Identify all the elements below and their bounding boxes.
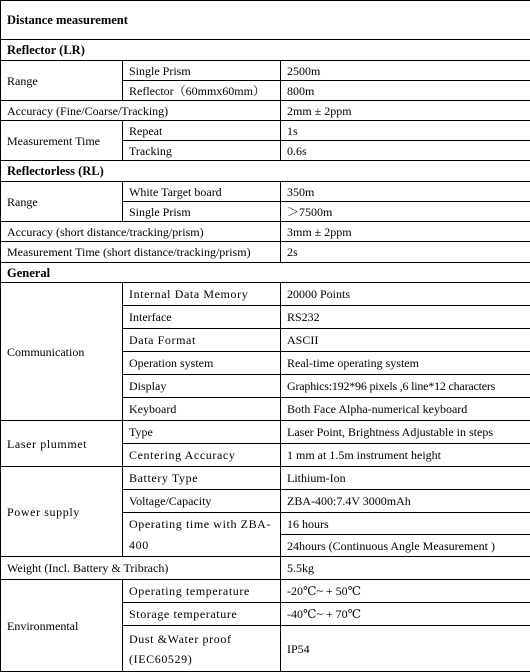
section-title: Distance measurement — [1, 1, 530, 40]
reflector-single-prism-value: 2500m — [281, 61, 530, 81]
reflectorless-measurement-time-value: 2s — [281, 242, 530, 263]
reflector-header: Reflector (LR) — [1, 40, 530, 61]
keyboard-label: Keyboard — [123, 398, 281, 421]
operating-temp-label: Operating temperature — [123, 580, 281, 603]
laser-plummet-label: Laser plummet — [1, 421, 123, 467]
table-row — [1, 61, 530, 81]
display-label: Display — [123, 375, 281, 398]
weight-value: 5.5kg — [281, 557, 530, 580]
operating-time-value-2: 24hours (Continuous Angle Measurement ) — [281, 535, 530, 557]
title-row — [1, 1, 530, 40]
table-row — [1, 283, 530, 306]
centering-accuracy-value: 1 mm at 1.5m instrument height — [281, 444, 530, 467]
internal-memory-label: Internal Data Memory — [123, 283, 281, 306]
table-row — [1, 121, 530, 141]
reflector-measurement-time-label: Measurement Time — [1, 121, 123, 161]
general-header: General — [1, 263, 530, 283]
reflectorless-measurement-time-label: Measurement Time (short distance/tracking/prism) — [1, 242, 281, 263]
reflectorless-accuracy-label: Accuracy (short distance/tracking/prism) — [1, 222, 281, 242]
reflectorless-header: Reflectorless (RL) — [1, 161, 530, 182]
data-format-value: ASCII — [281, 329, 530, 352]
table-row — [1, 182, 530, 202]
power-supply-label: Power supply — [1, 467, 123, 557]
storage-temp-value: -40℃~ + 70℃ — [281, 603, 530, 626]
interface-value: RS232 — [281, 306, 530, 329]
reflector-repeat-label: Repeat — [123, 121, 281, 141]
operating-time-value-1: 16 hours — [281, 513, 530, 535]
communication-label: Communication — [1, 283, 123, 421]
internal-memory-value: 20000 Points — [281, 283, 530, 306]
laser-type-label: Type — [123, 421, 281, 444]
reflector-accuracy-label: Accuracy (Fine/Coarse/Tracking) — [1, 101, 281, 121]
reflectorless-white-target-value: 350m — [281, 182, 530, 202]
centering-accuracy-label: Centering Accuracy — [123, 444, 281, 467]
battery-type-value: Lithium-Ion — [281, 467, 530, 490]
operating-time-label: Operating time with ZBA-400 — [123, 513, 281, 557]
table-row — [1, 101, 530, 121]
reflectorless-white-target-label: White Target board — [123, 182, 281, 202]
reflector-reflector-value: 800m — [281, 81, 530, 101]
reflectorless-single-prism-label: Single Prism — [123, 202, 281, 222]
reflector-reflector-label: Reflector（60mmx60mm） — [123, 81, 281, 101]
reflectorless-range-label: Range — [1, 182, 123, 222]
reflector-range-label: Range — [1, 61, 123, 101]
table-row — [1, 222, 530, 242]
voltage-value: ZBA-400:7.4V 3000mAh — [281, 490, 530, 513]
reflector-tracking-value: 0.6s — [281, 141, 530, 161]
general-header-row — [1, 263, 530, 283]
environmental-label: Environmental — [1, 580, 123, 672]
dust-water-value: IP54 — [281, 626, 530, 672]
reflector-single-prism-label: Single Prism — [123, 61, 281, 81]
dust-water-label: Dust &Water proof (IEC60529) — [123, 626, 281, 672]
interface-label: Interface — [123, 306, 281, 329]
reflector-header-row — [1, 40, 530, 61]
voltage-label: Voltage/Capacity — [123, 490, 281, 513]
reflectorless-accuracy-value: 3mm ± 2ppm — [281, 222, 530, 242]
storage-temp-label: Storage temperature — [123, 603, 281, 626]
os-value: Real-time operating system — [281, 352, 530, 375]
laser-type-value: Laser Point, Brightness Adjustable in steps — [281, 421, 530, 444]
table-row — [1, 421, 530, 444]
reflector-repeat-value: 1s — [281, 121, 530, 141]
table-row — [1, 580, 530, 603]
table-row — [1, 467, 530, 490]
battery-type-label: Battery Type — [123, 467, 281, 490]
display-value: Graphics:192*96 pixels ,6 line*12 characters — [281, 375, 530, 398]
reflectorless-single-prism-value: ＞7500m — [281, 202, 530, 222]
keyboard-value: Both Face Alpha-numerical keyboard — [281, 398, 530, 421]
os-label: Operation system — [123, 352, 281, 375]
table-row — [1, 557, 530, 580]
operating-temp-value: -20℃~ + 50℃ — [281, 580, 530, 603]
reflector-accuracy-value: 2mm ± 2ppm — [281, 101, 530, 121]
table-row — [1, 242, 530, 263]
reflector-tracking-label: Tracking — [123, 141, 281, 161]
data-format-label: Data Format — [123, 329, 281, 352]
reflectorless-header-row — [1, 161, 530, 182]
weight-label: Weight (Incl. Battery & Tribrach) — [1, 557, 281, 580]
